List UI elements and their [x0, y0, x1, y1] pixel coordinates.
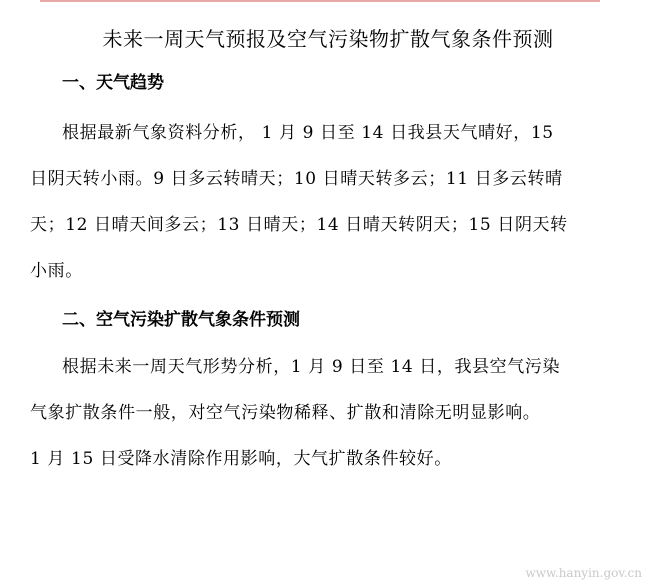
section-heading-air-pollution: 二、空气污染扩散气象条件预测 — [62, 310, 300, 330]
paragraph-line: 天；12 日晴天间多云；13 日晴天；14 日晴天转阴天；15 日阴天转 — [30, 215, 568, 235]
top-rule — [40, 0, 600, 2]
section-heading-weather-trend: 一、天气趋势 — [62, 73, 164, 93]
document-title: 未来一周天气预报及空气污染物扩散气象条件预测 — [102, 27, 554, 51]
paragraph-line: 日阴天转小雨。9 日多云转晴天；10 日晴天转多云；11 日多云转晴 — [30, 169, 563, 189]
paragraph-line: 1 月 15 日受降水清除作用影响，大气扩散条件较好。 — [30, 449, 452, 469]
paragraph-line: 小雨。 — [30, 261, 83, 281]
watermark-url: www.hanyin.gov.cn — [525, 566, 642, 580]
paragraph-line: 根据未来一周天气形势分析，1 月 9 日至 14 日，我县空气污染 — [62, 357, 561, 377]
paragraph-line: 气象扩散条件一般，对空气污染物稀释、扩散和清除无明显影响。 — [30, 403, 541, 423]
paragraph-line: 根据最新气象资料分析， 1 月 9 日至 14 日我县天气晴好，15 — [62, 123, 554, 143]
